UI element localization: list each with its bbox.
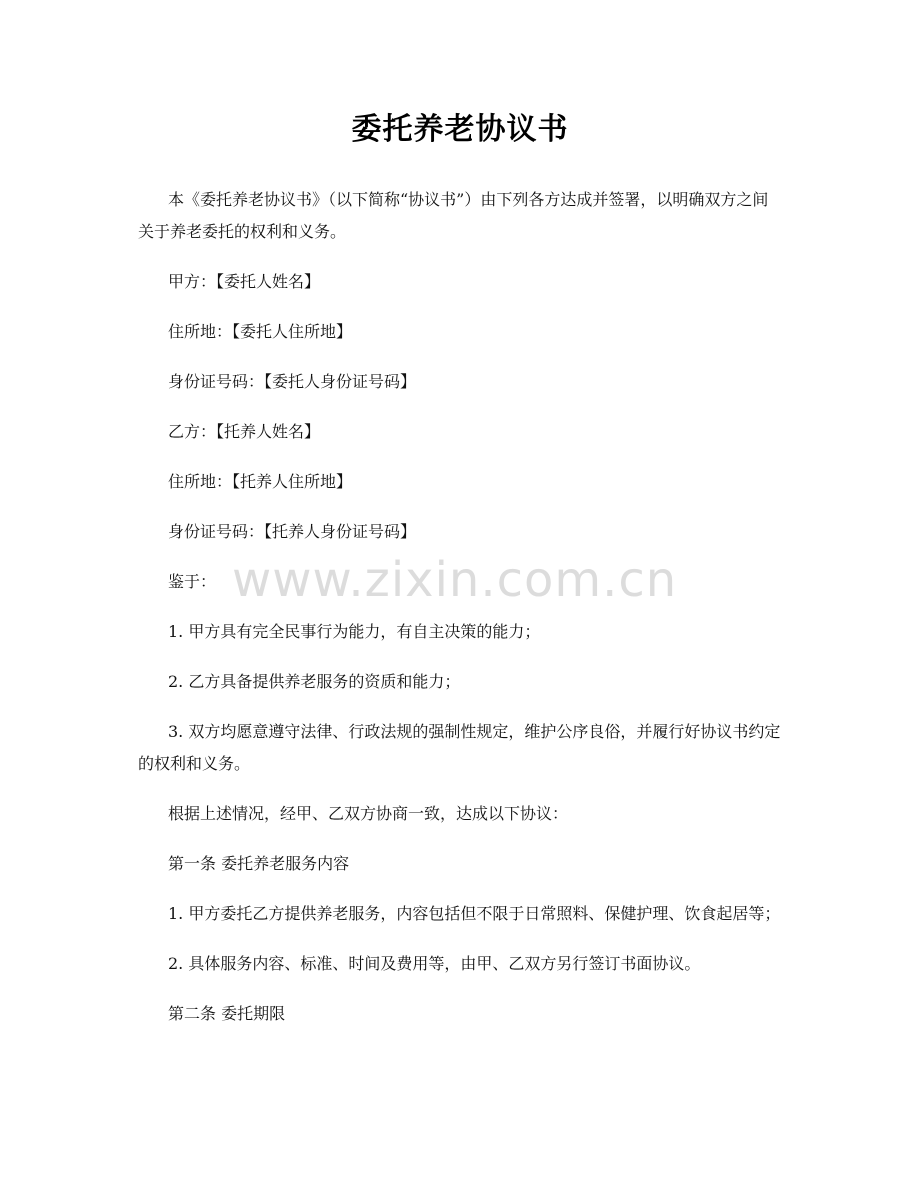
article-1-item-2: 2. 具体服务内容、标准、时间及费用等，由甲、乙双方另行签订书面协议。 xyxy=(168,954,701,973)
party-b-address: 住所地：【托养人住所地】 xyxy=(168,472,353,491)
party-b-name: 乙方：【托养人姓名】 xyxy=(168,422,321,441)
whereas-item-1: 1. 甲方具有完全民事行为能力，有自主决策的能力； xyxy=(168,622,541,641)
article-1-heading: 第一条 委托养老服务内容 xyxy=(168,854,350,873)
document-title: 委托养老协议书 xyxy=(351,112,569,147)
document-body xyxy=(138,184,782,1048)
party-b-id-number: 身份证号码：【托养人身份证号码】 xyxy=(168,522,417,541)
party-a-name: 甲方：【委托人姓名】 xyxy=(168,272,321,291)
agreement-lead-in: 根据上述情况，经甲、乙双方协商一致，达成以下协议： xyxy=(168,804,569,823)
whereas-heading: 鉴于： xyxy=(168,572,217,591)
party-a-id-number: 身份证号码：【委托人身份证号码】 xyxy=(168,372,417,391)
article-2-heading: 第二条 委托期限 xyxy=(168,1004,286,1023)
intro-paragraph: 本《委托养老协议书》（以下简称“协议书”）由下列各方达成并签署，以明确双方之间关于养老委托的权利和义务。 xyxy=(138,190,769,241)
whereas-item-3: 3. 双方均愿意遵守法律、行政法规的强制性规定，维护公序良俗，并履行好协议书约定的权利和义务。 xyxy=(138,722,781,773)
party-a-address: 住所地：【委托人住所地】 xyxy=(168,322,353,341)
whereas-item-2: 2. 乙方具备提供养老服务的资质和能力； xyxy=(168,672,461,691)
article-1-item-1: 1. 甲方委托乙方提供养老服务，内容包括但不限于日常照料、保健护理、饮食起居等； xyxy=(168,904,781,923)
watermark-text: www.zixin.com.cn xyxy=(232,552,678,608)
